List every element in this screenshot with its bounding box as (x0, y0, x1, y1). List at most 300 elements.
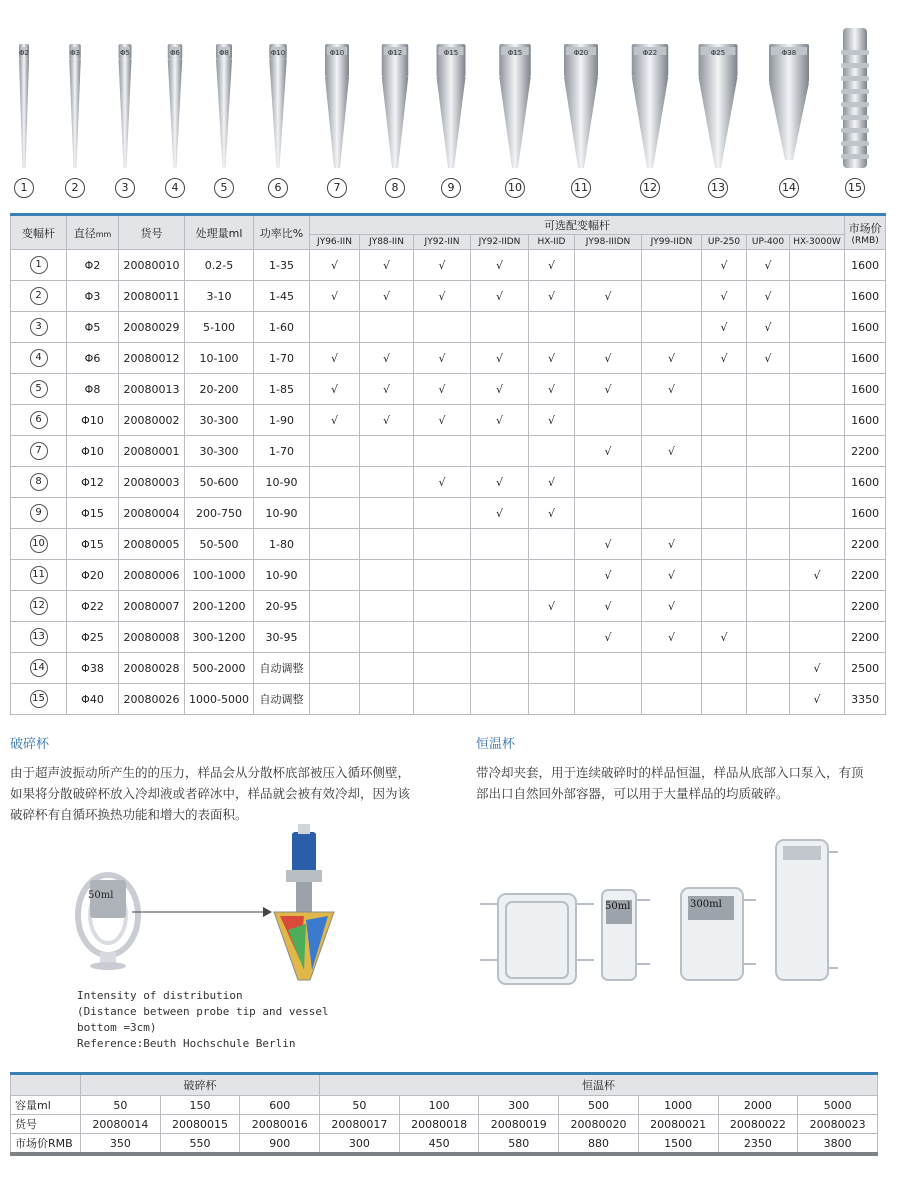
volume-cell: 5-100 (185, 312, 254, 343)
compat-cell (529, 529, 575, 560)
horn-number: 11 (571, 178, 591, 198)
value-cell: 150 (160, 1096, 240, 1115)
compat-cell: √ (414, 405, 471, 436)
compat-cell: √ (471, 498, 529, 529)
compat-cell: √ (529, 374, 575, 405)
compat-cell: √ (310, 281, 360, 312)
group-crush-cup: 破碎杯 (81, 1074, 320, 1096)
price-cell: 2200 (845, 622, 886, 653)
compat-cell (575, 467, 642, 498)
price-cell: 2200 (845, 560, 886, 591)
compat-cell: √ (642, 529, 702, 560)
compat-cell (702, 498, 747, 529)
crush-cup-label: 50ml (88, 890, 114, 901)
col-model-7: UP-250 (702, 235, 747, 250)
table-row (11, 467, 886, 498)
cup-price-table (10, 1072, 878, 1156)
compat-cell (575, 405, 642, 436)
compat-cell (702, 374, 747, 405)
compat-cell (747, 529, 790, 560)
diameter-cell: Φ8 (67, 374, 119, 405)
horn-shape (485, 0, 545, 180)
price-cell: 2200 (845, 436, 886, 467)
horn-number-cell: 8 (11, 467, 67, 498)
price-cell: 1600 (845, 250, 886, 281)
compat-cell: √ (642, 436, 702, 467)
compat-cell: √ (702, 343, 747, 374)
horn-number: 14 (779, 178, 799, 198)
horn-diameter-label: Φ8 (219, 49, 229, 57)
horn-number-cell: 12 (11, 591, 67, 622)
item-cell: 20080004 (119, 498, 185, 529)
diameter-cell: Φ10 (67, 405, 119, 436)
ratio-cell: 1-70 (254, 343, 310, 374)
horn-shape (688, 0, 748, 180)
probe-horn-10 (485, 0, 545, 205)
compat-cell (360, 467, 414, 498)
value-cell: 580 (479, 1134, 559, 1155)
ratio-cell: 自动调整 (254, 684, 310, 715)
table-row (11, 250, 886, 281)
compat-cell (310, 622, 360, 653)
probe-horn-14 (759, 0, 819, 205)
horn-number: 10 (505, 178, 525, 198)
compat-cell (702, 560, 747, 591)
ratio-cell: 1-80 (254, 529, 310, 560)
horn-shape (759, 0, 819, 180)
compat-cell (747, 653, 790, 684)
compat-cell (702, 529, 747, 560)
diameter-cell: Φ40 (67, 684, 119, 715)
compat-cell: √ (414, 281, 471, 312)
compat-cell: √ (414, 250, 471, 281)
compat-cell (790, 498, 845, 529)
item-cell: 20080012 (119, 343, 185, 374)
horn-diameter-label: Φ38 (781, 49, 797, 57)
bottom-corner (11, 1074, 81, 1096)
compat-cell (747, 374, 790, 405)
horn-diameter-label: Φ6 (170, 49, 180, 57)
volume-cell: 300-1200 (185, 622, 254, 653)
compat-cell (642, 653, 702, 684)
table-row (11, 622, 886, 653)
compat-cell: √ (575, 529, 642, 560)
compat-cell: √ (360, 374, 414, 405)
value-cell: 50 (320, 1096, 400, 1115)
diameter-cell: Φ15 (67, 529, 119, 560)
compat-cell: √ (529, 467, 575, 498)
compat-cell (471, 653, 529, 684)
compat-cell: √ (414, 467, 471, 498)
item-cell: 20080003 (119, 467, 185, 498)
compat-cell (360, 312, 414, 343)
ratio-cell: 1-60 (254, 312, 310, 343)
value-cell: 20080015 (160, 1115, 240, 1134)
compat-cell (529, 684, 575, 715)
compat-cell (310, 653, 360, 684)
compat-cell (414, 312, 471, 343)
value-cell: 3800 (798, 1134, 878, 1155)
compat-cell: √ (642, 622, 702, 653)
table-row (11, 591, 886, 622)
probe-horn-5 (194, 0, 254, 205)
compat-cell (702, 591, 747, 622)
compat-cell (575, 312, 642, 343)
compat-cell: √ (529, 250, 575, 281)
compat-cell (414, 684, 471, 715)
compat-cell (414, 436, 471, 467)
compat-cell: √ (360, 250, 414, 281)
col-model-2: JY92-IIN (414, 235, 471, 250)
compat-cell: √ (790, 684, 845, 715)
horn-diameter-label: Φ15 (507, 49, 523, 57)
probe-horn-11 (551, 0, 611, 205)
value-cell: 5000 (798, 1096, 878, 1115)
price-cell: 1600 (845, 312, 886, 343)
compat-cell (790, 529, 845, 560)
value-cell: 100 (399, 1096, 479, 1115)
compat-cell: √ (414, 374, 471, 405)
volume-cell: 50-600 (185, 467, 254, 498)
diameter-cell: Φ5 (67, 312, 119, 343)
horn-number-cell: 11 (11, 560, 67, 591)
item-cell: 20080029 (119, 312, 185, 343)
compat-cell: √ (575, 560, 642, 591)
table-row (11, 498, 886, 529)
col-volume: 处理量ml (185, 215, 254, 250)
compat-cell (747, 591, 790, 622)
compat-cell: √ (529, 405, 575, 436)
table-row (11, 405, 886, 436)
compat-cell: √ (702, 281, 747, 312)
ratio-cell: 10-90 (254, 560, 310, 591)
compat-cell: √ (642, 343, 702, 374)
compat-cell (310, 467, 360, 498)
compat-cell: √ (790, 653, 845, 684)
compat-cell: √ (471, 250, 529, 281)
compat-cell (747, 436, 790, 467)
horn-number: 8 (385, 178, 405, 198)
compat-cell: √ (471, 374, 529, 405)
group-thermo-cup: 恒温杯 (320, 1074, 878, 1096)
value-cell: 600 (240, 1096, 320, 1115)
thermo-cup-description: 带冷却夹套，用于连续破碎时的样品恒温，样品从底部入口泵入，有顶部出口自然回外部容器，可以用于大量样品的均质破碎。 (476, 765, 864, 801)
probe-spec-table (10, 213, 886, 715)
compat-cell: √ (471, 343, 529, 374)
compat-cell (310, 591, 360, 622)
compat-cell: √ (471, 467, 529, 498)
horn-shape (365, 0, 425, 180)
probe-horn-12 (620, 0, 680, 205)
ratio-cell: 1-90 (254, 405, 310, 436)
compat-cell (790, 312, 845, 343)
compat-cell (414, 560, 471, 591)
probe-intensity-image (274, 824, 334, 980)
col-model-5: JY98-IIIDN (575, 235, 642, 250)
volume-cell: 200-1200 (185, 591, 254, 622)
compat-cell (747, 560, 790, 591)
value-cell: 20080014 (81, 1115, 161, 1134)
compat-cell (747, 684, 790, 715)
row-label: 市场价RMB (11, 1134, 81, 1155)
horn-number: 15 (845, 178, 865, 198)
value-cell: 2350 (718, 1134, 798, 1155)
col-ratio: 功率比% (254, 215, 310, 250)
compat-cell (790, 343, 845, 374)
ratio-cell: 10-90 (254, 467, 310, 498)
table-row (11, 684, 886, 715)
horn-number: 5 (214, 178, 234, 198)
compat-cell: √ (310, 343, 360, 374)
table-row (11, 312, 886, 343)
compat-cell (360, 684, 414, 715)
thermo-cup-title: 恒温杯 (476, 737, 516, 752)
col-model-1: JY88-IIN (360, 235, 414, 250)
compat-cell (360, 560, 414, 591)
diameter-cell: Φ38 (67, 653, 119, 684)
item-cell: 20080010 (119, 250, 185, 281)
compat-cell: √ (529, 343, 575, 374)
compat-cell (471, 436, 529, 467)
compat-cell: √ (575, 281, 642, 312)
value-cell: 500 (559, 1096, 639, 1115)
col-model-4: HX-IID (529, 235, 575, 250)
compat-cell: √ (529, 591, 575, 622)
compat-cell (529, 436, 575, 467)
horn-number-cell: 5 (11, 374, 67, 405)
compat-cell (310, 529, 360, 560)
ratio-cell: 1-85 (254, 374, 310, 405)
compat-cell (790, 405, 845, 436)
horn-shape (620, 0, 680, 180)
compat-cell: √ (360, 281, 414, 312)
compat-cell: √ (747, 281, 790, 312)
compat-cell: √ (529, 281, 575, 312)
compat-cell (529, 622, 575, 653)
price-cell: 2200 (845, 529, 886, 560)
volume-cell: 50-500 (185, 529, 254, 560)
horn-number: 13 (708, 178, 728, 198)
compat-cell (575, 653, 642, 684)
compat-cell (702, 467, 747, 498)
thermo-cup-label-50: 50ml (605, 901, 631, 912)
value-cell: 20080016 (240, 1115, 320, 1134)
horn-diameter-label: Φ15 (443, 49, 459, 57)
compat-cell (414, 498, 471, 529)
compat-cell (642, 684, 702, 715)
price-cell: 2200 (845, 591, 886, 622)
compat-cell (790, 281, 845, 312)
compat-cell (790, 436, 845, 467)
volume-cell: 30-300 (185, 436, 254, 467)
probe-horn-9 (421, 0, 481, 205)
compat-cell (414, 622, 471, 653)
compat-cell (471, 529, 529, 560)
compat-cell (702, 436, 747, 467)
compat-cell (642, 498, 702, 529)
ratio-cell: 1-35 (254, 250, 310, 281)
volume-cell: 200-750 (185, 498, 254, 529)
diameter-cell: Φ20 (67, 560, 119, 591)
compat-cell (360, 653, 414, 684)
horn-number-cell: 15 (11, 684, 67, 715)
horn-shape (825, 0, 885, 180)
horn-number-cell: 9 (11, 498, 67, 529)
compat-cell (310, 312, 360, 343)
compat-cell (414, 529, 471, 560)
horn-number: 3 (115, 178, 135, 198)
compat-cell (360, 529, 414, 560)
horn-diameter-label: Φ5 (120, 49, 130, 57)
compat-cell (642, 312, 702, 343)
col-horn: 变幅杆 (11, 215, 67, 250)
horn-diameter-label: Φ12 (387, 49, 403, 57)
compat-cell (360, 436, 414, 467)
horn-number-cell: 3 (11, 312, 67, 343)
probe-horn-13 (688, 0, 748, 205)
price-cell: 1600 (845, 281, 886, 312)
compat-cell (790, 622, 845, 653)
col-price: 市场价 (RMB) (845, 215, 886, 250)
col-model-8: UP-400 (747, 235, 790, 250)
compat-cell (575, 250, 642, 281)
row-label: 容量ml (11, 1096, 81, 1115)
horn-number-cell: 13 (11, 622, 67, 653)
horn-number: 1 (14, 178, 34, 198)
item-cell: 20080013 (119, 374, 185, 405)
bottom-row-price (11, 1134, 878, 1155)
item-cell: 20080011 (119, 281, 185, 312)
horn-number-cell: 6 (11, 405, 67, 436)
compat-cell: √ (642, 560, 702, 591)
compat-cell: √ (702, 312, 747, 343)
compat-cell: √ (575, 436, 642, 467)
price-cell: 1600 (845, 343, 886, 374)
value-cell: 900 (240, 1134, 320, 1155)
diameter-cell: Φ3 (67, 281, 119, 312)
bottom-row-capacity (11, 1096, 878, 1115)
value-cell: 300 (479, 1096, 559, 1115)
diameter-cell: Φ25 (67, 622, 119, 653)
horn-number: 6 (268, 178, 288, 198)
value-cell: 550 (160, 1134, 240, 1155)
diameter-cell: Φ12 (67, 467, 119, 498)
col-optional: 可选配变幅杆 (310, 215, 845, 235)
value-cell: 20080021 (638, 1115, 718, 1134)
col-model-9: HX-3000W (790, 235, 845, 250)
compat-cell (790, 250, 845, 281)
compat-cell (360, 591, 414, 622)
probe-horn-7 (307, 0, 367, 205)
compat-cell (471, 684, 529, 715)
compat-cell (702, 405, 747, 436)
horn-number: 9 (441, 178, 461, 198)
compat-cell (414, 591, 471, 622)
volume-cell: 10-100 (185, 343, 254, 374)
ratio-cell: 20-95 (254, 591, 310, 622)
compat-cell (471, 591, 529, 622)
horn-diameter-label: Φ10 (270, 49, 286, 57)
value-cell: 20080022 (718, 1115, 798, 1134)
compat-cell (702, 684, 747, 715)
horn-number: 4 (165, 178, 185, 198)
item-cell: 20080008 (119, 622, 185, 653)
table-row (11, 529, 886, 560)
compat-cell (360, 498, 414, 529)
diameter-cell: Φ6 (67, 343, 119, 374)
row-label: 货号 (11, 1115, 81, 1134)
compat-cell (642, 281, 702, 312)
compat-cell: √ (747, 343, 790, 374)
horn-number-cell: 2 (11, 281, 67, 312)
value-cell: 20080018 (399, 1115, 479, 1134)
price-cell: 1600 (845, 405, 886, 436)
volume-cell: 30-300 (185, 405, 254, 436)
compat-cell (642, 405, 702, 436)
compat-cell: √ (747, 312, 790, 343)
compat-cell: √ (360, 405, 414, 436)
item-cell: 20080028 (119, 653, 185, 684)
col-model-0: JY96-IIN (310, 235, 360, 250)
ratio-cell: 1-45 (254, 281, 310, 312)
compat-cell: √ (529, 498, 575, 529)
price-cell: 2500 (845, 653, 886, 684)
value-cell: 20080020 (559, 1115, 639, 1134)
col-diameter: 直径mm (67, 215, 119, 250)
compat-cell: √ (471, 281, 529, 312)
volume-cell: 0.2-5 (185, 250, 254, 281)
compat-cell (471, 312, 529, 343)
probe-horn-8 (365, 0, 425, 205)
price-cell: 3350 (845, 684, 886, 715)
compat-cell (471, 622, 529, 653)
value-cell: 300 (320, 1134, 400, 1155)
compat-cell: √ (310, 405, 360, 436)
bottom-row-item (11, 1115, 878, 1134)
table-row (11, 653, 886, 684)
item-cell: 20080002 (119, 405, 185, 436)
compat-cell (702, 653, 747, 684)
compat-cell: √ (575, 343, 642, 374)
horn-diameter-label: Φ10 (329, 49, 345, 57)
ratio-cell: 10-90 (254, 498, 310, 529)
value-cell: 450 (399, 1134, 479, 1155)
thermo-cup-label-300: 300ml (690, 899, 722, 910)
horn-number-cell: 14 (11, 653, 67, 684)
horn-number-cell: 10 (11, 529, 67, 560)
probe-images-row (0, 0, 900, 205)
horn-shape (194, 0, 254, 180)
horn-number-cell: 4 (11, 343, 67, 374)
diameter-cell: Φ10 (67, 436, 119, 467)
compat-cell: √ (575, 622, 642, 653)
horn-diameter-label: Φ2 (19, 49, 29, 57)
col-model-6: JY99-IIDN (642, 235, 702, 250)
compat-cell (529, 653, 575, 684)
compat-cell (790, 467, 845, 498)
compat-cell (642, 467, 702, 498)
ratio-cell: 30-95 (254, 622, 310, 653)
horn-diameter-label: Φ3 (70, 49, 80, 57)
compat-cell (747, 498, 790, 529)
volume-cell: 20-200 (185, 374, 254, 405)
price-cell: 1600 (845, 467, 886, 498)
compat-cell (471, 560, 529, 591)
probe-horn-15 (825, 0, 885, 205)
table-row (11, 436, 886, 467)
volume-cell: 500-2000 (185, 653, 254, 684)
compat-cell (310, 436, 360, 467)
